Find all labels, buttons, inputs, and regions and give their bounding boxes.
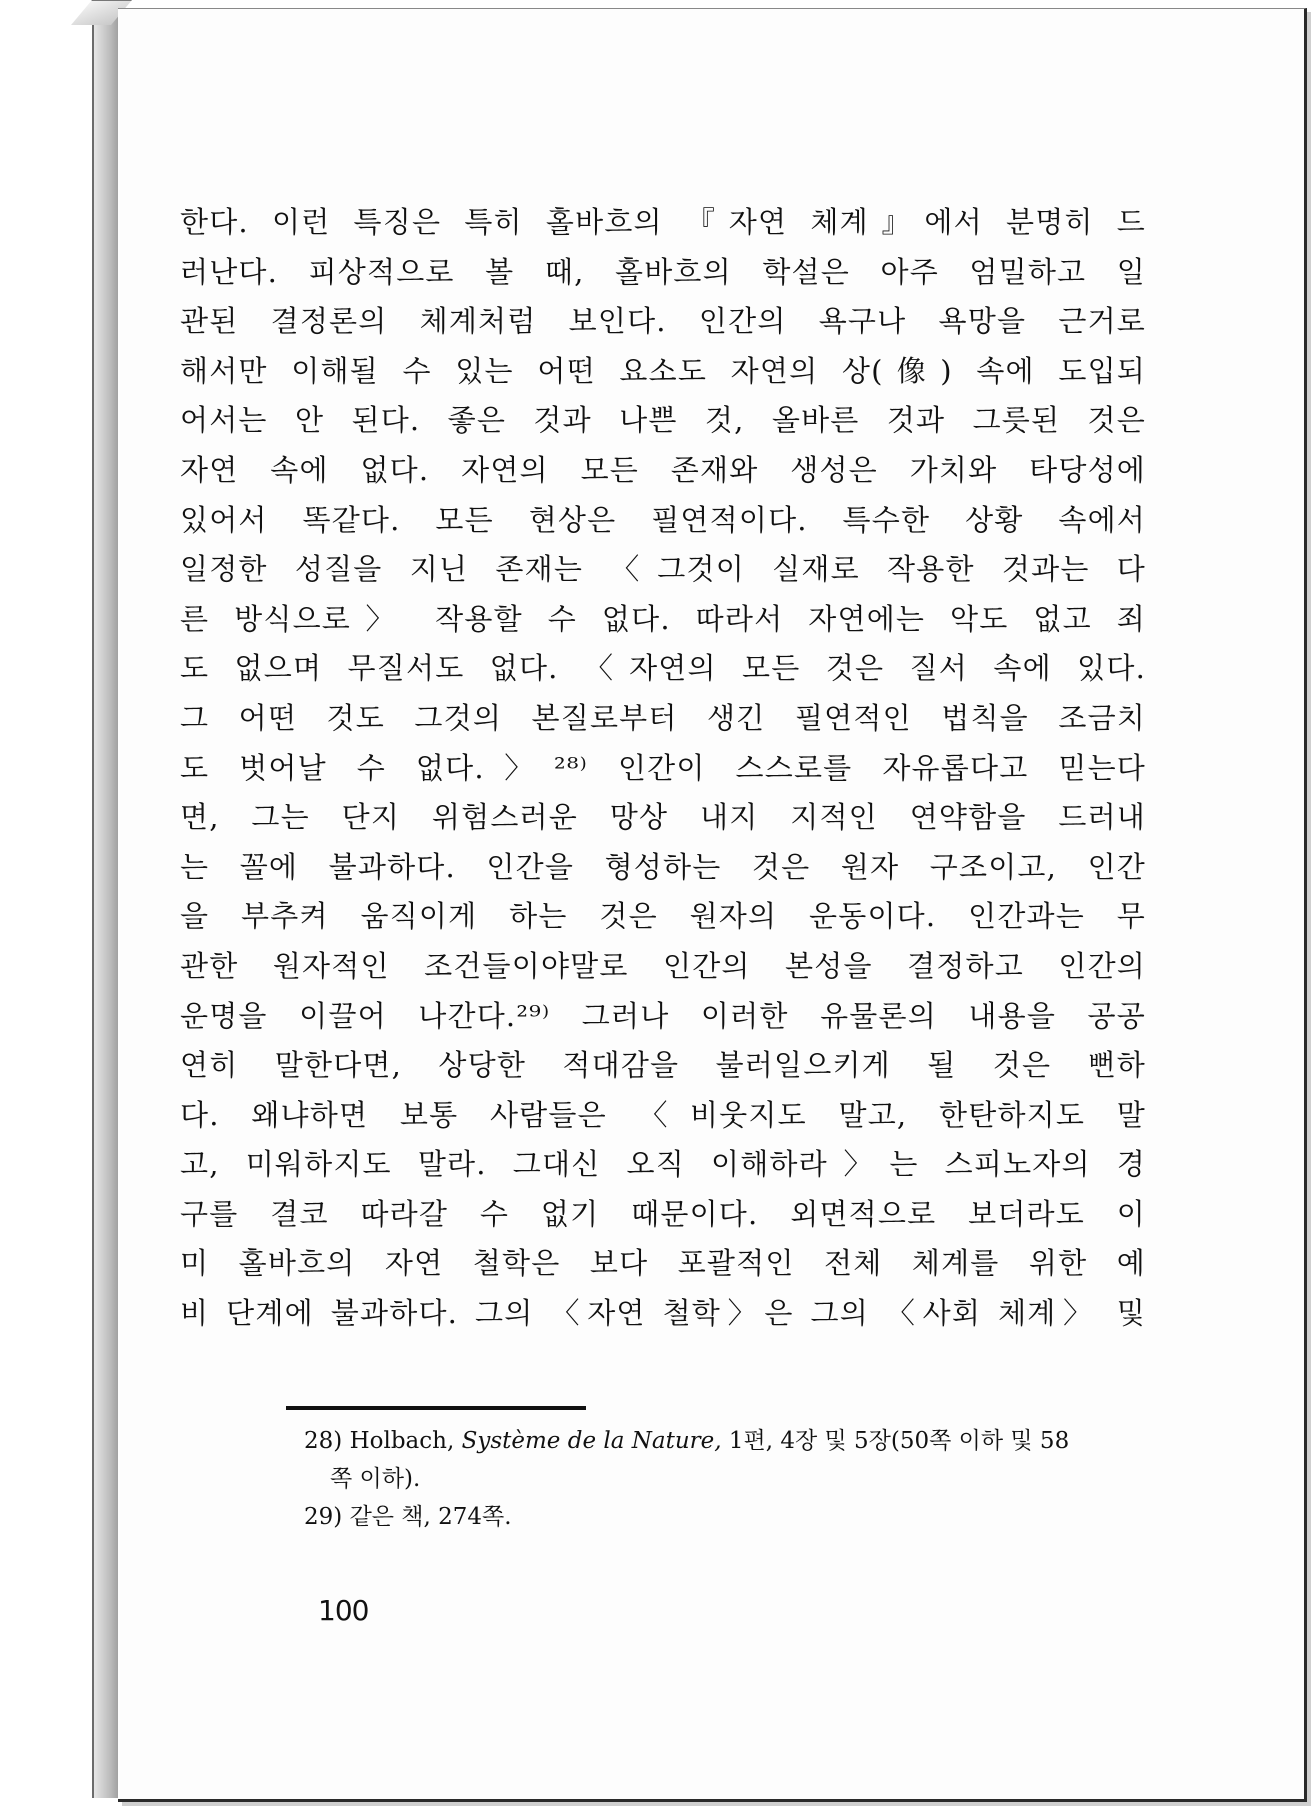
body-line: 운명을 이끌어 나간다.²⁹⁾ 그러나 이러한 유물론의 내용을 공공 xyxy=(180,998,1146,1033)
body-line: 그 어떤 것도 그것의 본질로부터 생긴 필연적인 법칙을 조금치 xyxy=(180,700,1146,735)
body-line: 러난다. 피상적으로 볼 때, 홀바흐의 학설은 아주 엄밀하고 일 xyxy=(180,254,1146,289)
footnote-detail: 1편, 4장 및 5장(50쪽 이하 및 58 xyxy=(728,1428,1070,1454)
body-line: 자연 속에 없다. 자연의 모든 존재와 생성은 가치와 타당성에 xyxy=(180,452,1146,487)
body-text xyxy=(180,198,1146,1339)
footnote-29 xyxy=(304,1498,1146,1536)
body-line: 다. 왜냐하면 보통 사람들은 〈비웃지도 말고, 한탄하지도 말 xyxy=(180,1097,1146,1132)
body-line: 관한 원자적인 조건들이야말로 인간의 본성을 결정하고 인간의 xyxy=(180,948,1146,983)
body-line: 비 단계에 불과하다. 그의 〈자연 철학〉은 그의 〈사회 체계〉 및 xyxy=(180,1296,1146,1331)
body-line: 면, 그는 단지 위험스러운 망상 내지 지적인 연약함을 드러내 xyxy=(180,800,1146,835)
body-line: 일정한 성질을 지닌 존재는 〈그것이 실재로 작용한 것과는 다 xyxy=(180,552,1146,587)
body-line: 도 없으며 무질서도 없다. 〈자연의 모든 것은 질서 속에 있다. xyxy=(180,651,1146,686)
footnote-number: 29) xyxy=(304,1504,343,1530)
body-line: 있어서 똑같다. 모든 현상은 필연적이다. 특수한 상황 속에서 xyxy=(180,502,1146,537)
body-line: 연히 말한다면, 상당한 적대감을 불러일으키게 될 것은 뻔하 xyxy=(180,1048,1146,1083)
footnote-text: 같은 책, 274쪽. xyxy=(349,1504,512,1530)
body-line: 한다. 이런 특징은 특히 홀바흐의 『자연 체계』에서 분명히 드 xyxy=(180,205,1146,239)
body-line: 어서는 안 된다. 좋은 것과 나쁜 것, 올바른 것과 그릇된 것은 xyxy=(180,403,1146,438)
footnote-author: Holbach, xyxy=(349,1428,455,1454)
body-line: 고, 미워하지도 말라. 그대신 오직 이해하라〉는 스피노자의 경 xyxy=(180,1147,1146,1182)
footnote-title: Système de la Nature, xyxy=(461,1428,722,1454)
footnote-28-continuation: 쪽 이하). xyxy=(330,1466,421,1492)
body-line: 도 벗어날 수 없다.〉²⁸⁾ 인간이 스스로를 자유롭다고 믿는다 xyxy=(180,750,1146,785)
body-line: 미 홀바흐의 자연 철학은 보다 포괄적인 전체 체계를 위한 예 xyxy=(180,1246,1146,1281)
footnote-rule xyxy=(286,1406,586,1410)
body-line: 른 방식으로〉 작용할 수 없다. 따라서 자연에는 악도 없고 죄 xyxy=(180,601,1146,636)
body-line: 관된 결정론의 체계처럼 보인다. 인간의 욕구나 욕망을 근거로 xyxy=(180,304,1146,339)
book-spine xyxy=(92,8,121,1798)
body-line: 을 부추켜 움직이게 하는 것은 원자의 운동이다. 인간과는 무 xyxy=(180,899,1146,934)
body-line: 는 꼴에 불과하다. 인간을 형성하는 것은 원자 구조이고, 인간 xyxy=(180,849,1146,884)
body-line: 구를 결코 따라갈 수 없기 때문이다. 외면적으로 보더라도 이 xyxy=(180,1196,1146,1231)
footnote-number: 28) xyxy=(304,1428,343,1454)
page-number: 100 xyxy=(318,1594,369,1627)
footnotes xyxy=(304,1422,1146,1536)
footnote-28 xyxy=(304,1422,1146,1460)
body-line: 해서만 이해될 수 있는 어떤 요소도 자연의 상(像) 속에 도입되 xyxy=(180,353,1146,388)
